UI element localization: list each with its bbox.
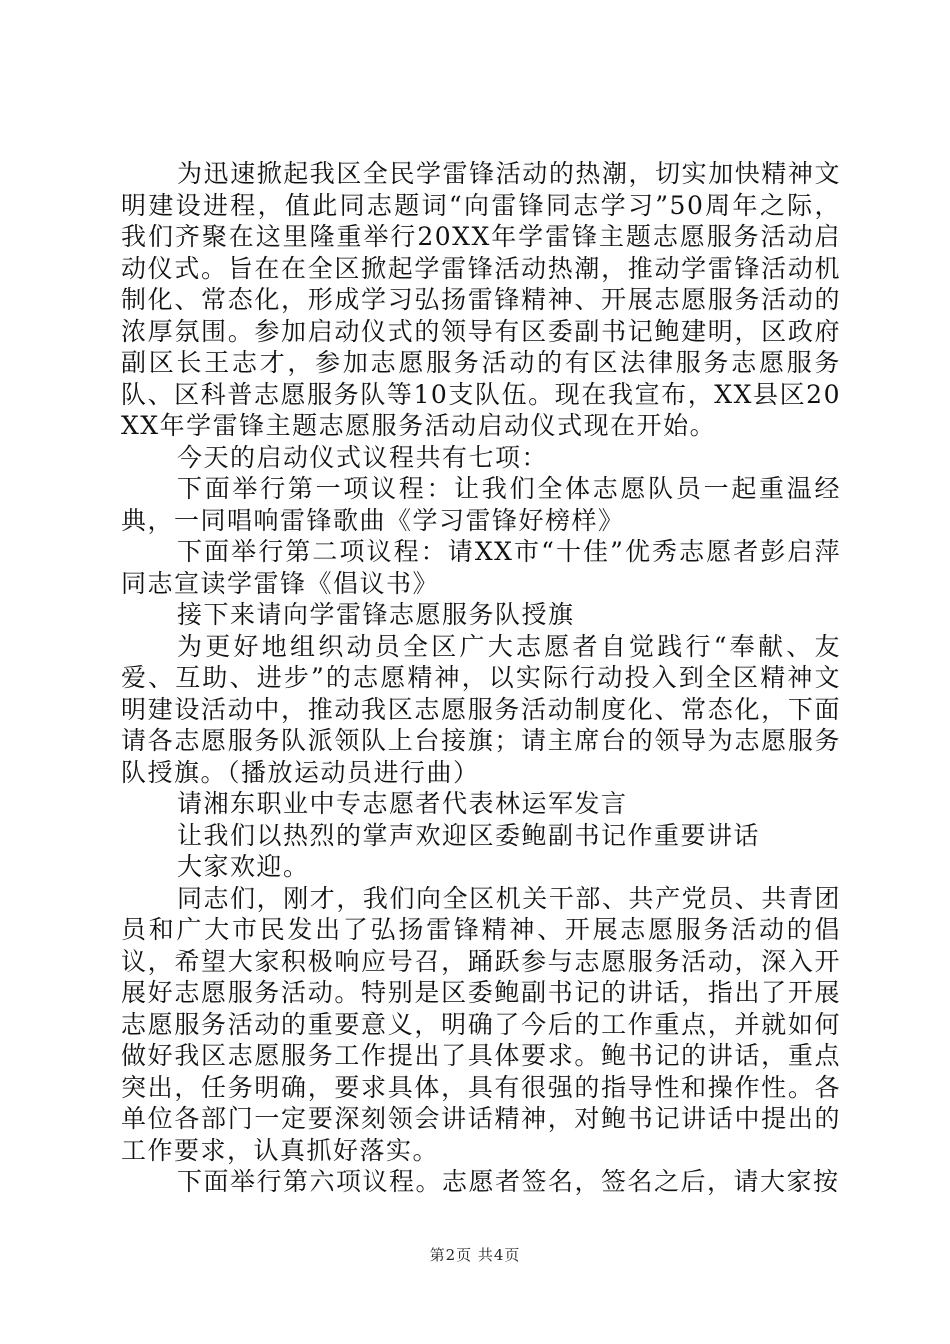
paragraph-volunteer-speech: 请湘东职业中专志愿者代表林运军发言 (177, 789, 628, 818)
paragraph-agenda-item-2: 下面举行第二项议程：请XX市“十佳”优秀志愿者彭启萍同志宣读学雷锋《倡议书》 (121, 537, 841, 598)
paragraph-volunteer-spirit: 为更好地组织动员全区广大志愿者自觉践行“奉献、友爱、互助、进步”的志愿精神，以实际行动投入到全区精神文明建设活动中，推动我区志愿服务活动制度化、常态化，下面请各志愿服务队派领队上台接旗；请主席台的领导为志愿服务队授旗。（播放运动员进行曲） (121, 631, 841, 787)
paragraph-opening: 为迅速掀起我区全民学雷锋活动的热潮，切实加快精神文明建设进程，值此同志题词“向雷锋同志学习”50周年之际，我们齐聚在这里隆重举行20XX年学雷锋主题志愿服务活动启动仪式。旨在在全区掀起学雷锋活动热潮，推动学雷锋活动机制化、常态化，形成学习弘扬雷锋精神、开展志愿服务活动的浓厚氛围。参加启动仪式的领导有区委副书记鲍建明，区政府副区长王志才，参加志愿服务活动的有区法律服务志愿服务队、区科普志愿服务队等10支队伍。现在我宣布，XX县区20XX年学雷锋主题志愿服务活动启动仪式现在开始。 (121, 159, 841, 440)
paragraph-agenda-intro: 今天的启动仪式议程共有七项： (177, 442, 549, 472)
page-number-footer: 第2页 共4页 (429, 1246, 521, 1264)
paragraph-agenda-item-1: 下面举行第一项议程：让我们全体志愿队员一起重温经典，一同唱响雷锋歌曲《学习雷锋好榜样》 (121, 474, 841, 535)
paragraph-agenda-item-6: 下面举行第六项议程。志愿者签名，签名之后，请大家按 (177, 1167, 840, 1196)
paragraph-secretary-speech: 让我们以热烈的掌声欢迎区委鲍副书记作重要讲话 (177, 820, 761, 850)
paragraph-summary: 同志们，刚才，我们向全区机关干部、共产党员、共青团员和广大市民发出了弘扬雷锋精神、开展志愿服务活动的倡议，希望大家积极响应号召，踊跃参与志愿服务活动，深入开展好志愿服务活动。特别是区委鲍副书记的讲话，指出了开展志愿服务活动的重要意义，明确了今后的工作重点，并就如何做好我区志愿服务工作提出了具体要求。鲍书记的讲话，重点突出，任务明确，要求具体，具有很强的指导性和操作性。各单位各部门一定要深刻领会讲话精神，对鲍书记讲话中提出的工作要求，认真抓好落实。 (121, 883, 841, 1165)
document-body (121, 158, 841, 1198)
paragraph-welcome: 大家欢迎。 (177, 852, 310, 881)
paragraph-flag-presentation: 接下来请向学雷锋志愿服务队授旗 (177, 600, 575, 629)
